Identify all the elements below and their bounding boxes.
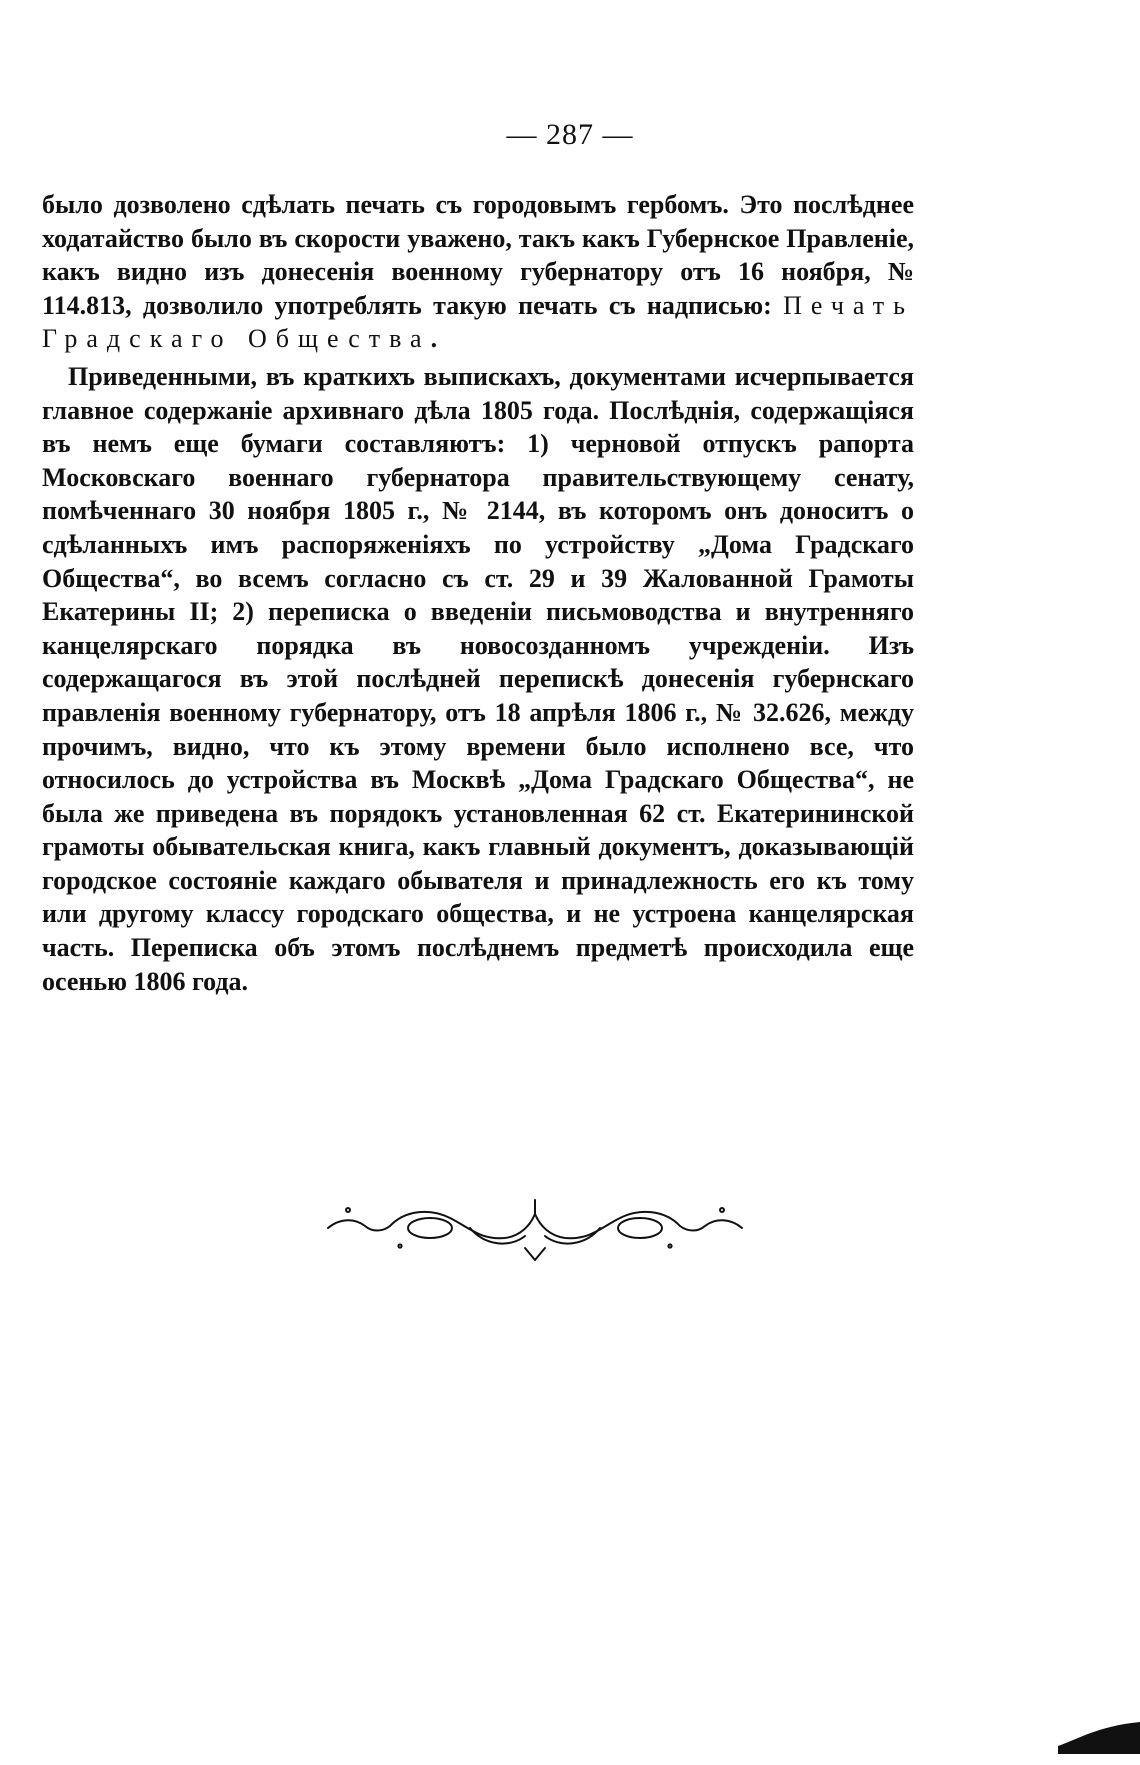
scroll-flourish-icon — [320, 1188, 750, 1268]
paragraph-1-text: было дозволено сдѣлать печать съ городовымъ гербомъ. Это послѣднее ходатайство было въ скорости уважено, такъ какъ Губернское Правленіе, какъ видно изъ донесенія военному губернатору отъ 16 ноября, № 114.813, дозволило употреблять такую печать съ надписью: — [42, 190, 914, 320]
paragraph-2: Приведенными, въ краткихъ выпискахъ, документами исчерпывается главное содержаніе архивнаго дѣла 1805 года. Послѣднія, содержащіяся въ немъ еще бумаги составляютъ: 1) черновой отпускъ рапорта Московскаго военнаго губернатора правительствующему сенату, помѣченнаго 30 ноября 1805 г., № 2144, въ которомъ онъ доноситъ о сдѣланныхъ имъ распоряженіяхъ по устройству „Дома Градскаго Общества“, во всемъ согласно съ ст. 29 и 39 Жалованной Грамоты Екатерины II; 2) переписка о введеніи письмоводства и внутренняго канцелярскаго порядка въ новосозданномъ учрежденіи. Изъ содержащагося въ этой послѣдней перепискѣ донесенія губернскаго правленія военному губернатору, отъ 18 апрѣля 1806 г., № 32.626, между прочимъ, видно, что къ этому времени было исполнено все, что относилось до устройства въ Москвѣ „Дома Градскаго Общества“, не была же приведена въ порядокъ установленная 62 ст. Екатерининской грамоты обывательская книга, какъ главный документъ, доказывающій городское состояніе каждаго обывателя и принадлежность его къ тому или другому классу городскаго общества, и не устроена канцелярская часть. Переписка объ этомъ послѣднемъ предметѣ происходила еще осенью 1806 года. — [42, 361, 914, 996]
body-text — [42, 188, 914, 998]
paragraph-1 — [42, 188, 914, 356]
page-edge-mark — [1058, 1718, 1140, 1754]
paragraph-1-end: . — [430, 324, 438, 354]
page-number: — 287 — — [506, 118, 634, 151]
spaced-inscription: Печать Градскаго Общества — [42, 290, 914, 354]
